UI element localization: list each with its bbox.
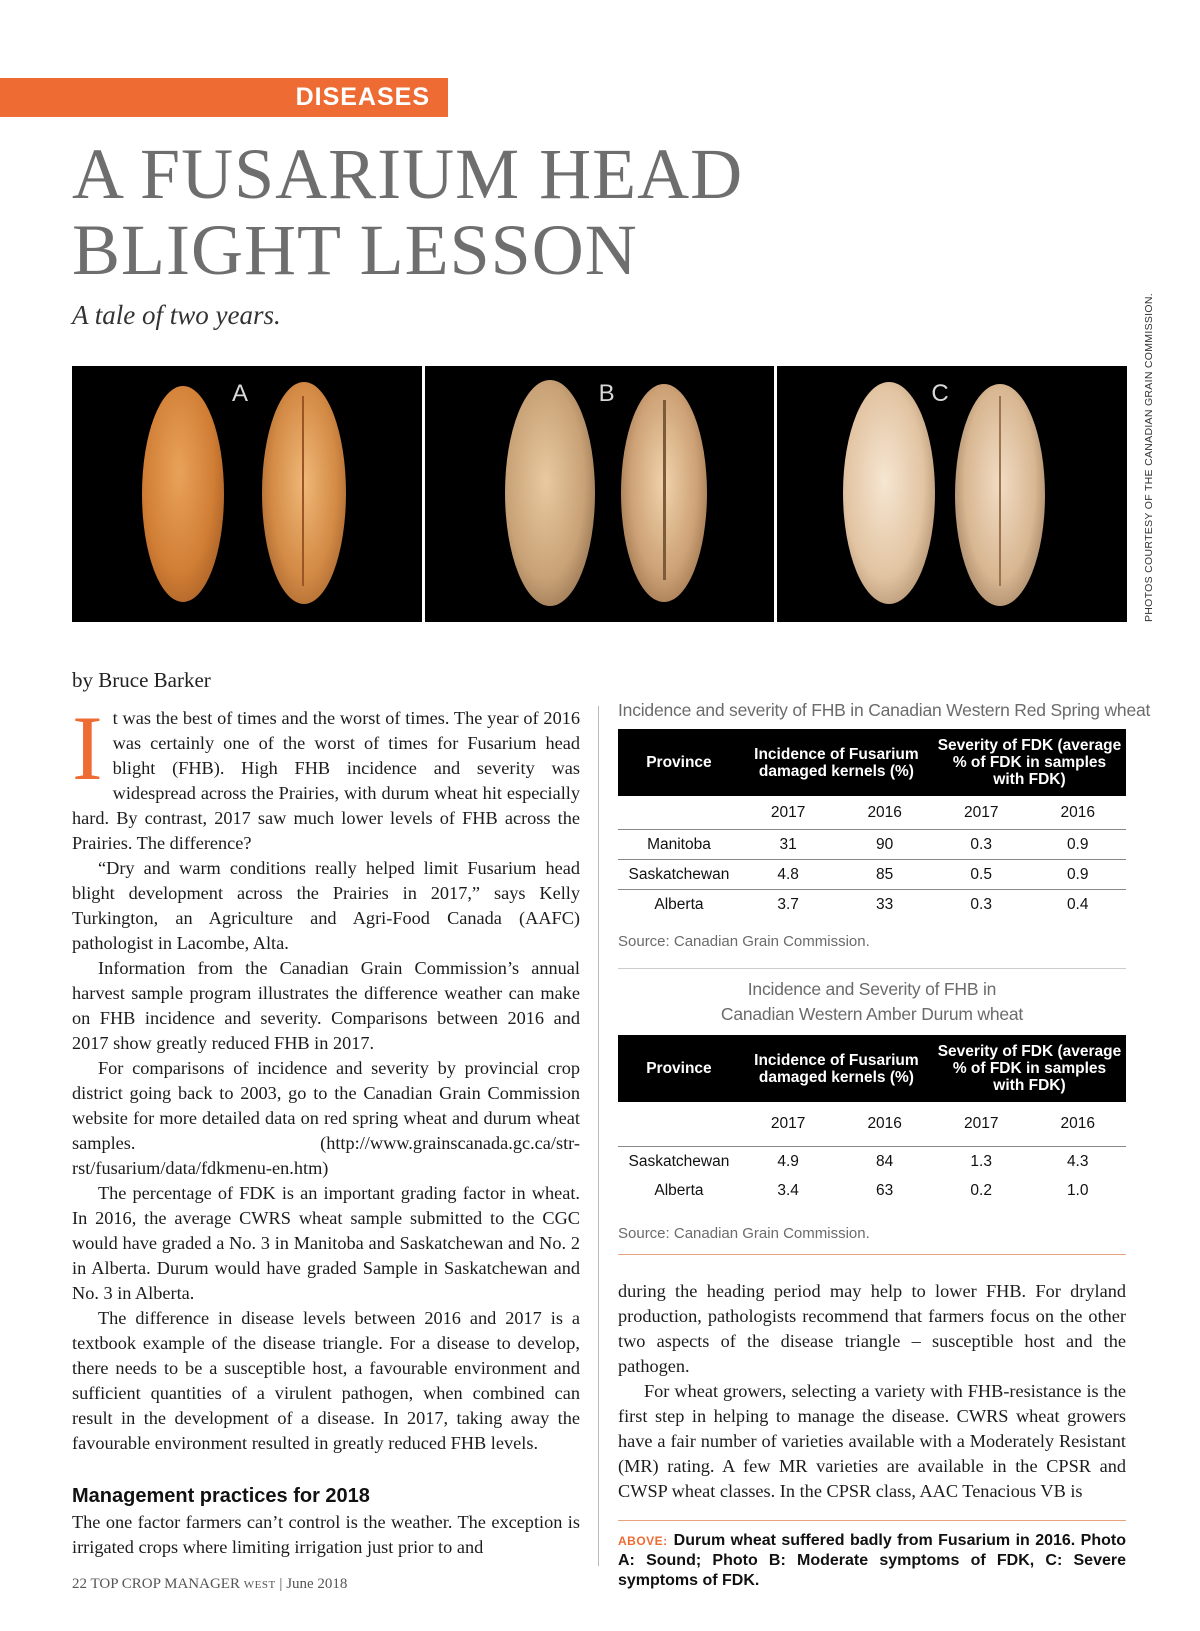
article-body-right <box>618 700 1151 1591</box>
value-cell: 4.9 <box>740 1147 837 1177</box>
value-cell: 31 <box>740 830 837 860</box>
column-header-province: Province <box>618 1035 740 1102</box>
footer-separator: | <box>279 1576 283 1592</box>
table-1-source: Source: Canadian Grain Commission. <box>618 933 870 950</box>
value-cell: 0.5 <box>933 860 1030 890</box>
value-cell: 33 <box>836 890 933 920</box>
table-row <box>618 830 1126 860</box>
column-divider <box>598 706 599 1566</box>
headline-line-1: A FUSARIUM HEAD <box>72 134 744 214</box>
kernel-crease <box>302 396 304 586</box>
paragraph-text: t was the best of times and the worst of times. The year of 2016 was certainly one of the worst of times for Fusarium head blight (FHB). High FHB incidence and severity was widespread across the Prairies, with durum wheat hit especially hard. By contrast, 2017 saw much lower levels of FHB across the Prairies. The difference? <box>72 708 580 853</box>
column-header-incidence: Incidence of Fusarium damaged kernels (%) <box>740 729 933 796</box>
year-cell: 2017 <box>963 1115 999 1132</box>
value-cell: 0.4 <box>1029 890 1126 920</box>
headline-line-2: BLIGHT LESSON <box>72 210 638 290</box>
magazine-edition: WEST <box>243 1579 276 1591</box>
table-2-title <box>618 977 1126 1027</box>
article-body-left <box>72 697 580 1560</box>
value-cell: 1.3 <box>933 1147 1030 1177</box>
paragraph: The percentage of FDK is an important grading factor in wheat. In 2016, the average CWRS wheat sample submitted to the CGC would have graded a No. 3 in Manitoba and Saskatchewan and No. 2 in Alberta. Durum would have graded Sample in Saskatchewan and No. 3 in Alberta. <box>72 1183 580 1303</box>
paragraph: “Dry and warm conditions really helped limit Fusarium head blight development across the Prairies in 2017,” says Kelly Turkington, an Agriculture and Agri-Food Canada (AAFC) pathologist in Lacombe, Alta. <box>72 858 580 953</box>
value-cell: 1.0 <box>1066 1181 1089 1199</box>
section-tag-label: DISEASES <box>295 83 430 111</box>
kernel-moderate-front <box>505 380 595 606</box>
value-cell: 3.4 <box>777 1181 799 1199</box>
year-cell: 2016 <box>1060 1115 1095 1132</box>
paragraph: The one factor farmers can’t control is the weather. The exception is irrigated crops where limiting irrigation just prior to and <box>72 1512 580 1557</box>
province-cell: Manitoba <box>618 830 740 860</box>
value-cell: 63 <box>876 1181 894 1199</box>
photo-label-c: C <box>931 380 949 407</box>
table-year-row <box>618 796 1126 830</box>
value-cell: 4.8 <box>740 860 837 890</box>
paragraph: The difference in disease levels between 2016 and 2017 is a textbook example of the disease triangle. For a disease to develop, there needs to be a susceptible host, a favourable environment and sufficient quantities of a virulent pathogen, when combined can result in the development of a disease. In 2017, taking away the favourable environment resulted in greatly reduced FHB levels. <box>72 1308 580 1453</box>
paragraph: For comparisons of incidence and severity by provincial crop district going back to 2003, go to the Canadian Grain Commission website for more detailed data on red spring wheat and durum wheat samples. (http://www.grainscanada.gc.ca/str-rst/fusarium/data/fdkmenu-en.htm) <box>72 1058 580 1178</box>
magazine-name: TOP CROP MANAGER <box>90 1576 240 1592</box>
subhead: A tale of two years. <box>72 300 281 330</box>
photo-caption <box>618 1520 1126 1591</box>
table-2-title-line-2: Canadian Western Amber Durum wheat <box>720 1004 1024 1024</box>
kernel-photo-strip <box>72 366 1127 622</box>
table-row <box>618 1147 1126 1177</box>
province-cell: Saskatchewan <box>618 860 740 890</box>
value-cell: 0.3 <box>933 890 1030 920</box>
table-2-source: Source: Canadian Grain Commission. <box>618 1225 870 1242</box>
value-cell: 3.7 <box>740 890 837 920</box>
year-cell: 2016 <box>1060 803 1095 821</box>
year-cell: 2017 <box>963 803 999 821</box>
table-2-title-line-1: Incidence and Severity of FHB in <box>747 979 997 999</box>
year-cell: 2017 <box>770 1115 806 1132</box>
table-row <box>618 1176 1126 1205</box>
table-row <box>618 890 1126 920</box>
year-cell: 2016 <box>867 803 902 821</box>
table-1-title: Incidence and severity of FHB in Canadian Western Red Spring wheat <box>618 700 1151 720</box>
province-cell: Saskatchewan <box>618 1147 740 1177</box>
value-cell: 84 <box>836 1147 933 1177</box>
section-heading: Management practices for 2018 <box>72 1485 370 1507</box>
caption-text: Durum wheat suffered badly from Fusarium in 2016. Photo A: Sound; Photo B: Moderate symptoms of FDK, C: Severe symptoms of FDK. <box>618 1532 1126 1589</box>
year-cell: 2017 <box>770 803 806 821</box>
column-header-severity: Severity of FDK (average % of FDK in samples with FDK) <box>933 729 1126 796</box>
caption-lead: ABOVE: <box>618 1534 668 1548</box>
headline <box>72 136 972 288</box>
photo-credit: PHOTOS COURTESY OF THE CANADIAN GRAIN COMMISSION. <box>1143 293 1155 622</box>
province-cell: Alberta <box>654 1181 704 1199</box>
page-number: 22 <box>72 1576 87 1592</box>
photo-panel-c <box>777 366 1127 622</box>
issue-date: June 2018 <box>286 1576 348 1592</box>
paragraph: For wheat growers, selecting a variety with FHB-resistance is the first step in helping to manage the disease. CWRS wheat growers have a fair number of varieties available with a Moderately Resistant (MR) rating. A few MR varieties are available in the CPSR and CWSP wheat classes. In the CPSR class, AAC Tenacious VB is <box>618 1381 1126 1501</box>
kernel-crease <box>999 396 1001 586</box>
value-cell: 0.9 <box>1029 830 1126 860</box>
value-cell: 4.3 <box>1029 1147 1126 1177</box>
photo-panel-b <box>425 366 775 622</box>
drop-cap: I <box>72 697 103 799</box>
paragraph <box>72 697 580 856</box>
column-header-incidence: Incidence of Fusarium damaged kernels (%) <box>740 1035 933 1102</box>
kernel-crease <box>663 400 666 580</box>
page-footer <box>72 1576 347 1593</box>
value-cell: 0.9 <box>1029 860 1126 890</box>
divider <box>618 968 1126 969</box>
table-cwrs <box>618 729 1126 919</box>
column-header-province: Province <box>618 729 740 796</box>
photo-label-a: A <box>232 380 249 407</box>
photo-label-b: B <box>598 380 615 407</box>
article-body-right-text <box>618 1279 1126 1504</box>
value-cell: 0.2 <box>970 1181 992 1199</box>
kernel-sound-front <box>142 386 224 602</box>
province-cell: Alberta <box>618 890 740 920</box>
table-cwad <box>618 1035 1126 1205</box>
byline: by Bruce Barker <box>72 668 211 692</box>
table-header-row <box>618 729 1126 796</box>
paragraph: Information from the Canadian Grain Commission’s annual harvest sample program illustrates the difference weather can make on FHB incidence and severity. Comparisons between 2016 and 2017 show greatly reduced FHB in 2017. <box>72 958 580 1053</box>
section-tag <box>0 78 448 117</box>
photo-panel-a <box>72 366 422 622</box>
value-cell: 85 <box>836 860 933 890</box>
divider <box>618 1254 1126 1255</box>
table-row <box>618 860 1126 890</box>
kernel-sound-back <box>262 382 346 604</box>
paragraph: during the heading period may help to lower FHB. For dryland production, pathologists recommend that farmers focus on the other two aspects of the disease triangle – susceptible host and the pathogen. <box>618 1281 1126 1376</box>
column-header-severity: Severity of FDK (average % of FDK in samples with FDK) <box>933 1035 1126 1102</box>
table-header-row <box>618 1035 1126 1102</box>
year-cell: 2016 <box>867 1115 902 1132</box>
kernel-severe-front <box>843 382 935 604</box>
value-cell: 0.3 <box>933 830 1030 860</box>
value-cell: 90 <box>836 830 933 860</box>
table-year-row <box>618 1102 1126 1147</box>
